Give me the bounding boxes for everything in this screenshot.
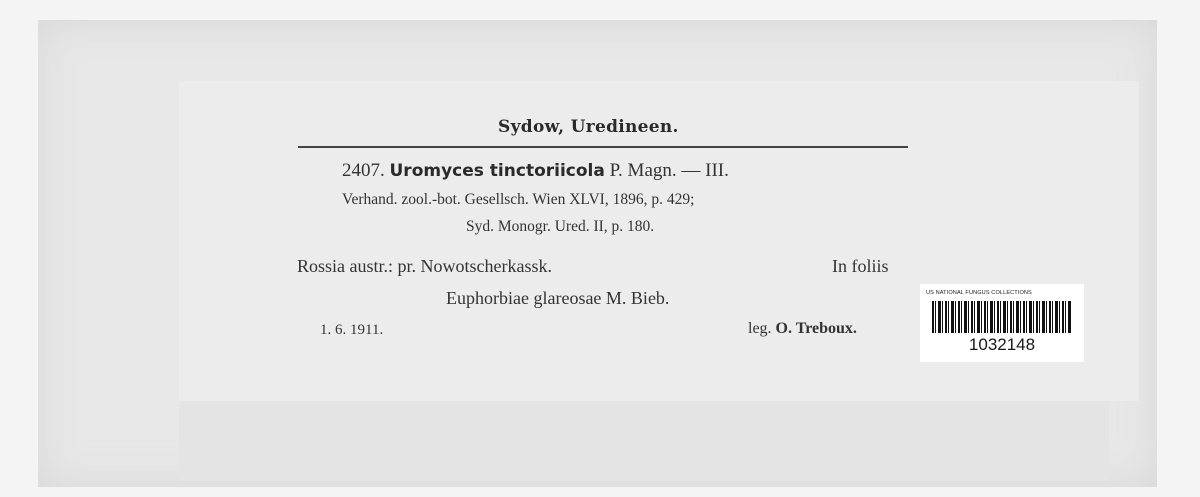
barcode-icon [932, 301, 1072, 333]
barcode-number: 1032148 [968, 335, 1036, 354]
reference-line-1: Verhand. zool.-bot. Gesellsch. Wien XLVI, 1896, p. 429; [342, 191, 695, 208]
species-number: 2407. [342, 160, 385, 181]
host-plant: Euphorbiae glareosae M. Bieb. [446, 288, 670, 308]
species-authority: P. Magn. — III. [609, 160, 729, 181]
reference-line-2: Syd. Monogr. Ured. II, p. 180. [466, 218, 655, 235]
label-title: Sydow, Uredineen. [498, 117, 679, 137]
title-rule [298, 146, 908, 148]
barcode-header: US NATIONAL FUNGUS COLLECTIONS [926, 290, 1032, 296]
collection-date: 1. 6. 1911. [320, 322, 384, 338]
species-name: Uromyces tinctoriicola [389, 161, 605, 181]
species-line [342, 160, 729, 182]
barcode-label [920, 284, 1084, 362]
collector-prefix: leg. [748, 320, 772, 337]
locality: Rossia austr.: pr. Nowotscherkassk. [297, 256, 552, 276]
substrate: In foliis [832, 256, 889, 276]
collector-name: O. Treboux. [775, 320, 857, 337]
collector-line [748, 320, 857, 338]
